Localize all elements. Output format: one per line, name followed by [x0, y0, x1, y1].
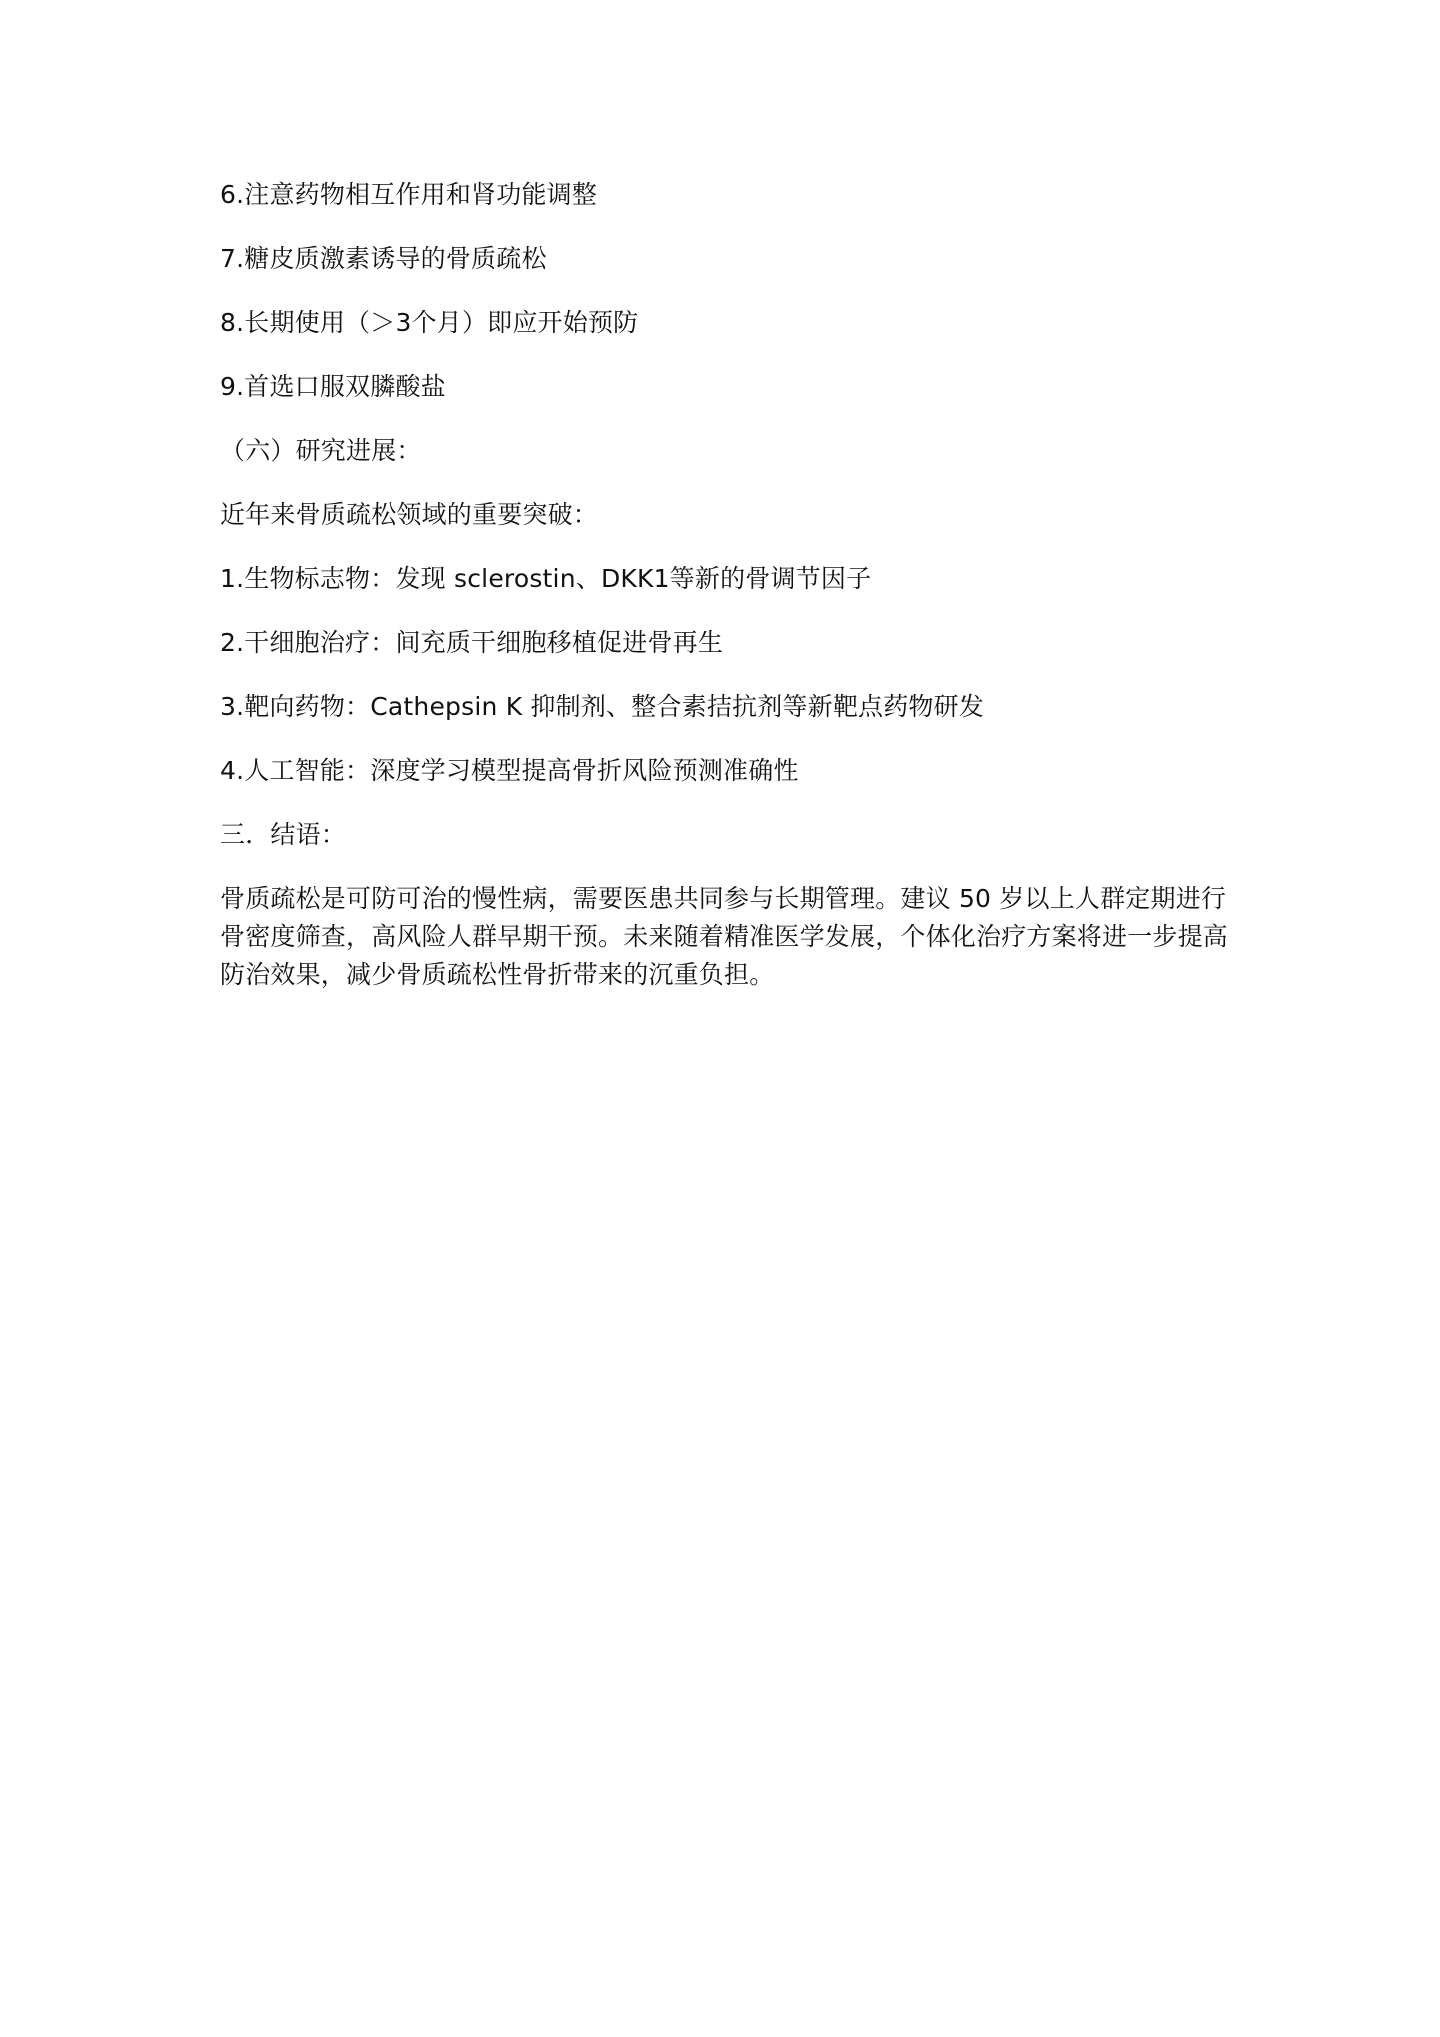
document-body [220, 176, 1230, 994]
research-item-ai: 4.人工智能：深度学习模型提高骨折风险预测准确性 [220, 756, 799, 785]
research-item-stem-cell: 2.干细胞治疗：间充质干细胞移植促进骨再生 [220, 628, 724, 657]
conclusion-paragraph: 骨质疏松是可防可治的慢性病，需要医患共同参与长期管理。建议 50 岁以上人群定期进行骨密度筛查，高风险人群早期干预。未来随着精准医学发展，个体化治疗方案将进一步提高防治效果，减少骨质疏松性骨折带来的沉重负担。 [220, 884, 1229, 989]
section-heading-research-progress: （六）研究进展： [220, 436, 422, 465]
list-item-drug-interaction: 6.注意药物相互作用和肾功能调整 [220, 180, 598, 209]
research-item-targeted-drugs: 3.靶向药物：Cathepsin K 抑制剂、整合素拮抗剂等新靶点药物研发 [220, 692, 985, 721]
list-item-bisphosphonate: 9.首选口服双膦酸盐 [220, 372, 446, 401]
list-item-glucocorticoid-osteoporosis: 7.糖皮质激素诱导的骨质疏松 [220, 244, 547, 273]
section-heading-conclusion: 三．结语： [220, 820, 347, 849]
research-intro: 近年来骨质疏松领域的重要突破： [220, 500, 599, 529]
research-item-biomarkers: 1.生物标志物：发现 sclerostin、DKK1等新的骨调节因子 [220, 564, 872, 593]
list-item-long-term-prevention: 8.长期使用（＞3个月）即应开始预防 [220, 308, 639, 337]
